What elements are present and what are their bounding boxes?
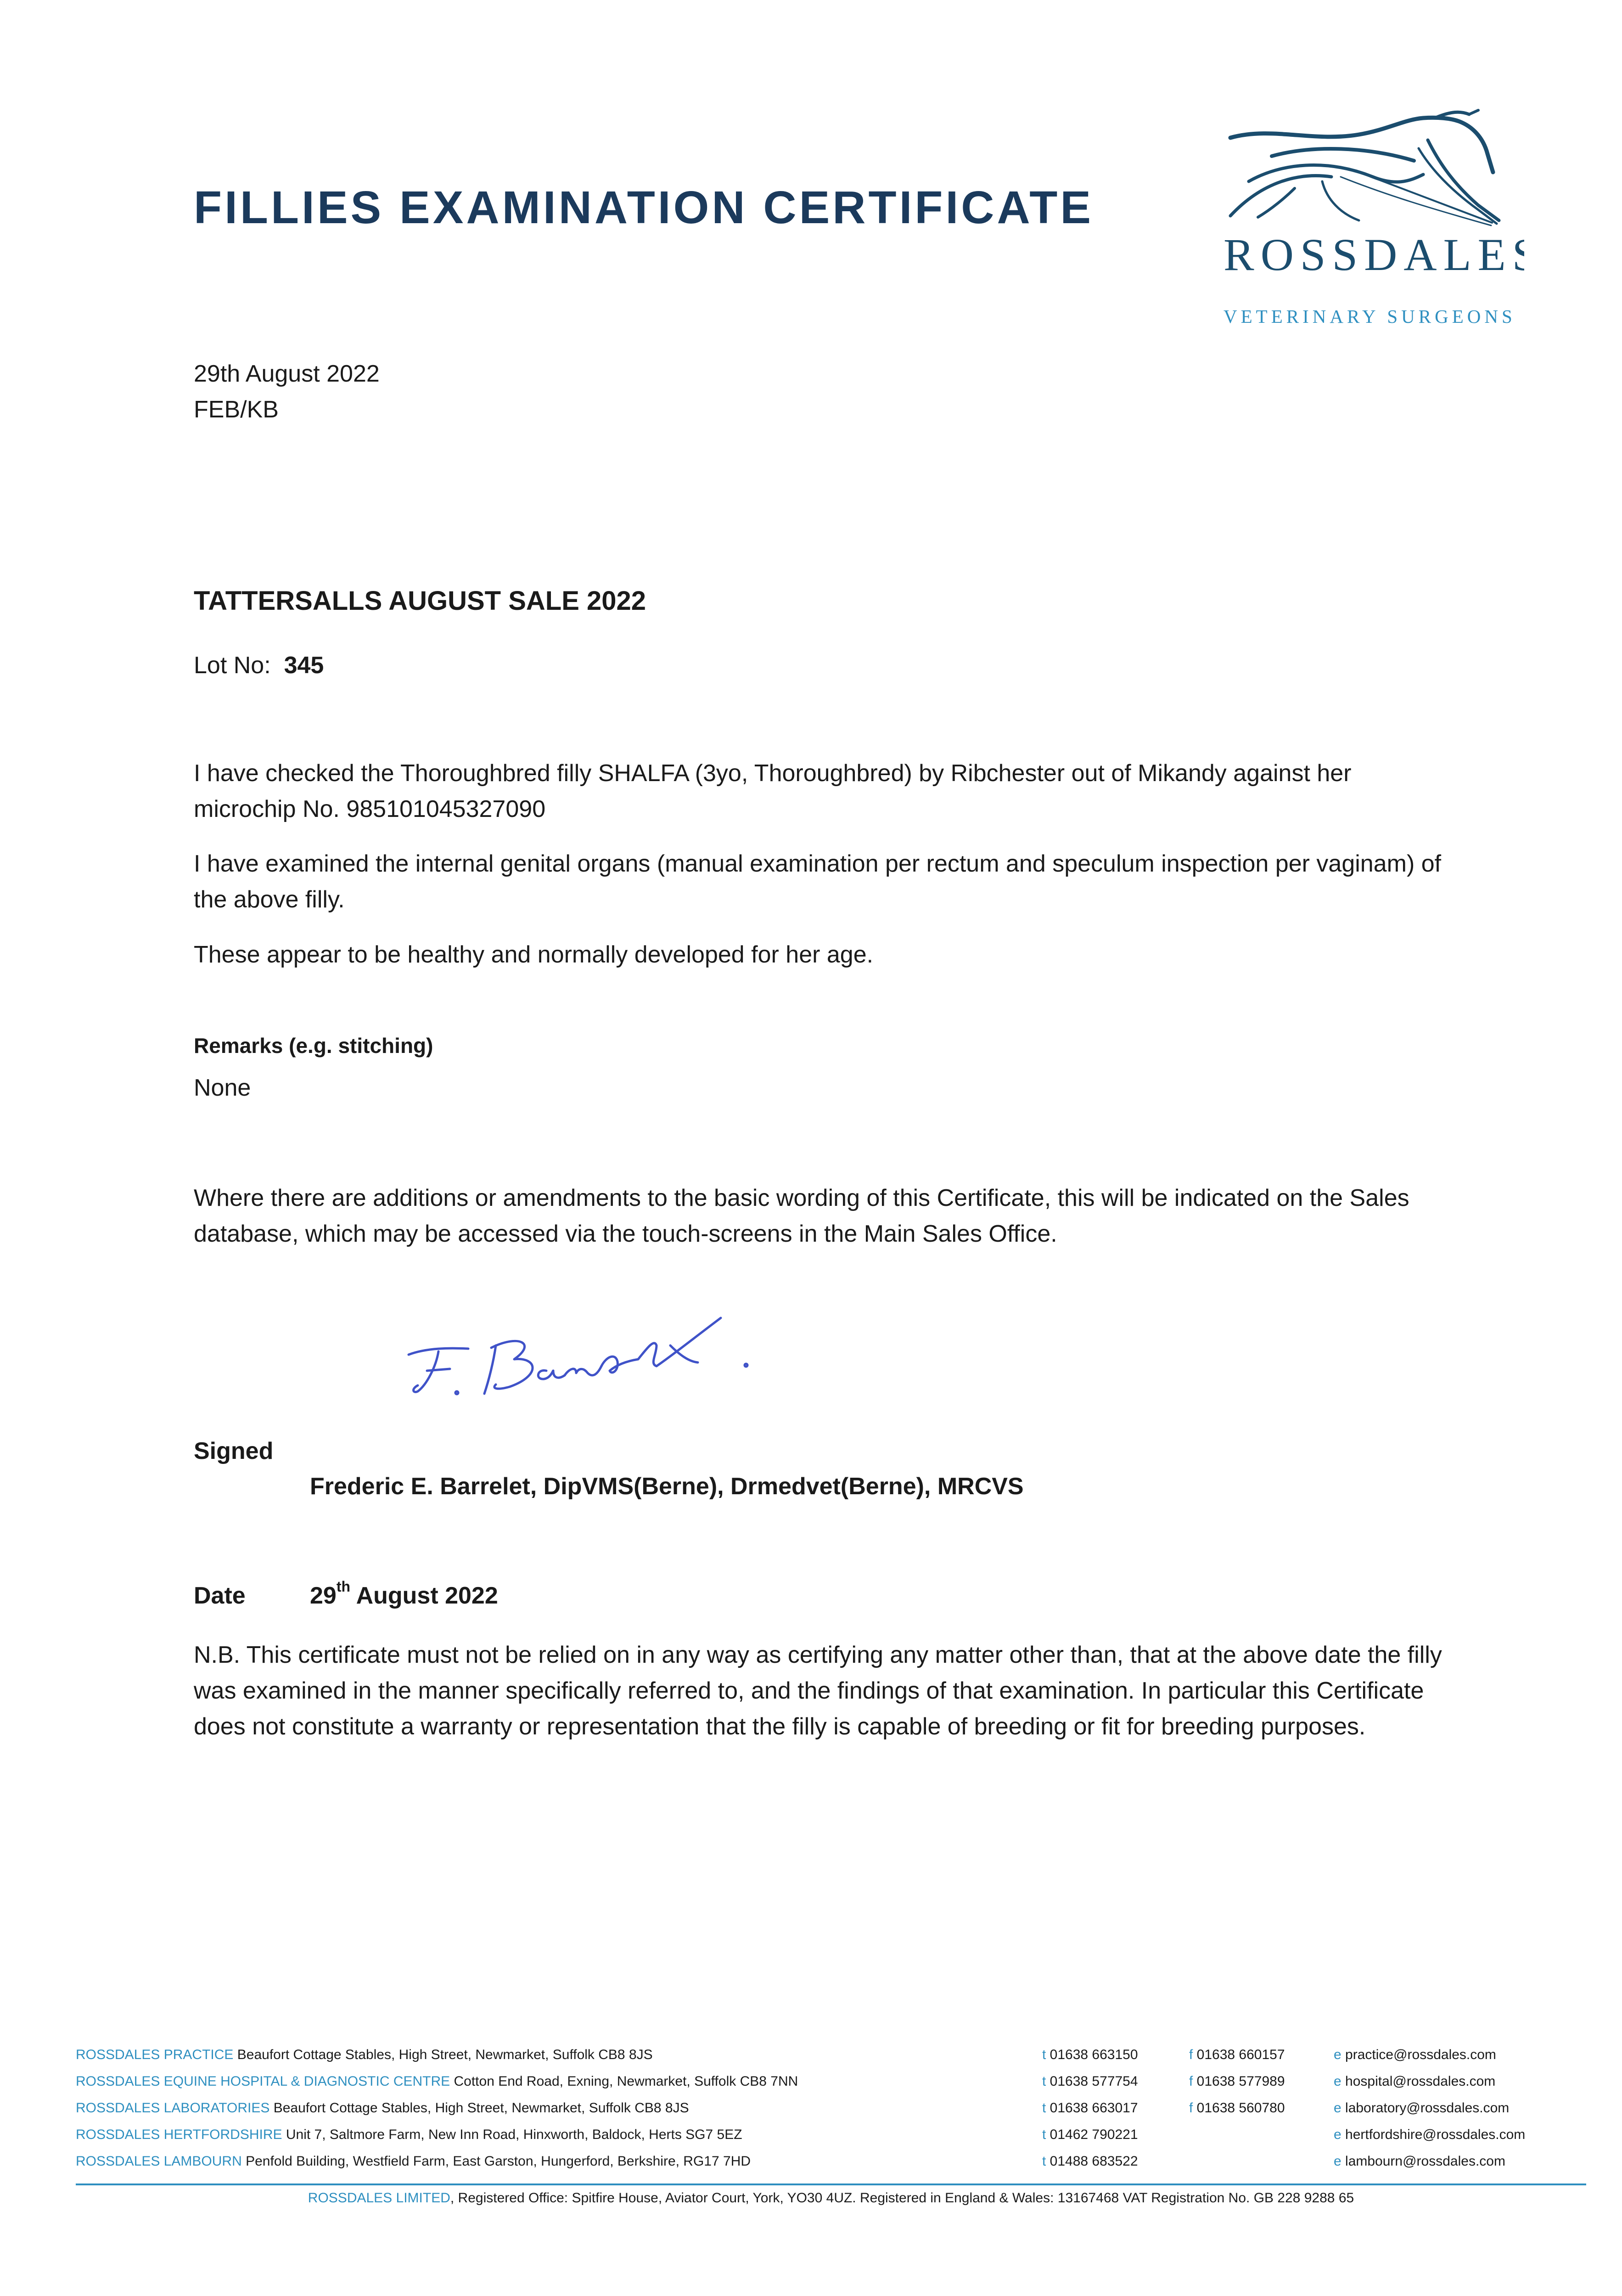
lot-number: 345 [284,652,324,679]
email-label: e [1334,2074,1341,2089]
tel-label: t [1042,2154,1046,2169]
rossdales-logo [1221,108,1524,338]
signer-name: Frederic E. Barrelet, DipVMS(Berne), Drmedvet(Berne), MRCVS [310,1473,1024,1500]
logo-name: ROSSDALES [1224,229,1524,280]
email-label: e [1334,2154,1341,2169]
company-name: ROSSDALES LIMITED [308,2190,450,2206]
date-rest: August 2022 [350,1582,498,1609]
branch-email: practice@rossdales.com [1341,2047,1496,2062]
company-registration [76,2190,1586,2206]
lot-line [194,647,324,683]
sale-title: TATTERSALLS AUGUST SALE 2022 [194,586,646,616]
galloping-horse-icon [1221,108,1524,338]
remarks-value: None [194,1075,251,1101]
branch-tel: 01638 663017 [1046,2100,1138,2116]
microchip-paragraph: I have checked the Thoroughbred filly SHALFA (3yo, Thoroughbred) by Ribchester out of Mikandy against her microchip No. 985101045327090 [194,760,1352,822]
branch-address: Beaufort Cottage Stables, High Street, Newmarket, Suffolk CB8 8JS [233,2047,653,2062]
lot-label: Lot No: [194,652,271,679]
logo-tagline: VETERINARY SURGEONS [1224,306,1516,327]
footer-row [76,2074,1586,2100]
branch-fax: 01638 560780 [1193,2100,1285,2116]
footer-row [76,2127,1586,2154]
email-label: e [1334,2047,1341,2062]
branch-tel: 01638 577754 [1046,2074,1138,2089]
branch-email: laboratory@rossdales.com [1341,2100,1510,2116]
letter-reference: FEB/KB [194,396,279,423]
tel-label: t [1042,2074,1046,2089]
remarks-label: Remarks (e.g. stitching) [194,1034,433,1058]
branch-address: Beaufort Cottage Stables, High Street, Newmarket, Suffolk CB8 8JS [269,2100,689,2116]
fax-label: f [1189,2047,1193,2062]
footer-row [76,2047,1586,2074]
branch-name: ROSSDALES HERTFORDSHIRE [76,2127,282,2142]
branch-email: hospital@rossdales.com [1341,2074,1496,2089]
branch-name: ROSSDALES LABORATORIES [76,2100,270,2116]
tel-label: t [1042,2127,1046,2142]
branch-name: ROSSDALES EQUINE HOSPITAL & DIAGNOSTIC CENTRE [76,2074,450,2089]
branch-name: ROSSDALES LAMBOURN [76,2154,242,2169]
date-day: 29 [310,1582,337,1609]
certificate-title: FILLIES EXAMINATION CERTIFICATE [194,182,1094,233]
branch-address: Penfold Building, Westfield Farm, East Garston, Hungerford, Berkshire, RG17 7HD [241,2154,751,2169]
date-label: Date [194,1582,246,1609]
branch-tel: 01462 790221 [1046,2127,1138,2142]
branch-fax: 01638 577989 [1193,2074,1285,2089]
branch-tel: 01638 663150 [1046,2047,1138,2062]
fax-label: f [1189,2074,1193,2089]
footer-divider [76,2183,1586,2185]
amendments-paragraph: Where there are additions or amendments to the basic wording of this Certificate, this will be indicated on the Sales database, which may be accessed via the touch-screens in the Main Sales Office. [194,1185,1409,1247]
signed-label: Signed [194,1438,274,1464]
branch-email: hertfordshire@rossdales.com [1341,2127,1526,2142]
branch-fax: 01638 660157 [1193,2047,1285,2062]
company-info: , Registered Office: Spitfire House, Aviator Court, York, YO30 4UZ. Registered in England & Wales: 13167468 VAT Registration No. GB 228 9288 65 [450,2190,1354,2206]
handwritten-signature [399,1311,794,1421]
branch-tel: 01488 683522 [1046,2154,1138,2169]
signature-date [310,1578,498,1609]
letter-info [194,356,380,428]
letter-date: 29th August 2022 [194,360,380,387]
branch-address: Unit 7, Saltmore Farm, New Inn Road, Hinxworth, Baldock, Herts SG7 5EZ [282,2127,742,2142]
footer-row [76,2154,1586,2180]
disclaimer-paragraph: N.B. This certificate must not be relied on in any way as certifying any matter other than, that at the above date the filly was examined in the manner specifically referred to, and the findings of that examination. In particular this Certificate does not constitute a warranty or representation that the filly is capable of breeding or fit for breeding purposes. [194,1642,1442,1740]
branch-address: Cotton End Road, Exning, Newmarket, Suffolk CB8 7NN [450,2074,798,2089]
email-label: e [1334,2100,1341,2116]
examination-paragraph: I have examined the internal genital organs (manual examination per rectum and speculum inspection per vaginam) of the above filly. [194,850,1442,913]
footer-row [76,2100,1586,2127]
tel-label: t [1042,2047,1046,2062]
findings-paragraph: These appear to be healthy and normally developed for her age. [194,941,874,968]
fax-label: f [1189,2100,1193,2116]
branch-name: ROSSDALES PRACTICE [76,2047,234,2062]
date-suffix: th [336,1578,351,1595]
branch-email: lambourn@rossdales.com [1341,2154,1505,2169]
footer-contacts [76,2047,1586,2180]
email-label: e [1334,2127,1341,2142]
tel-label: t [1042,2100,1046,2116]
